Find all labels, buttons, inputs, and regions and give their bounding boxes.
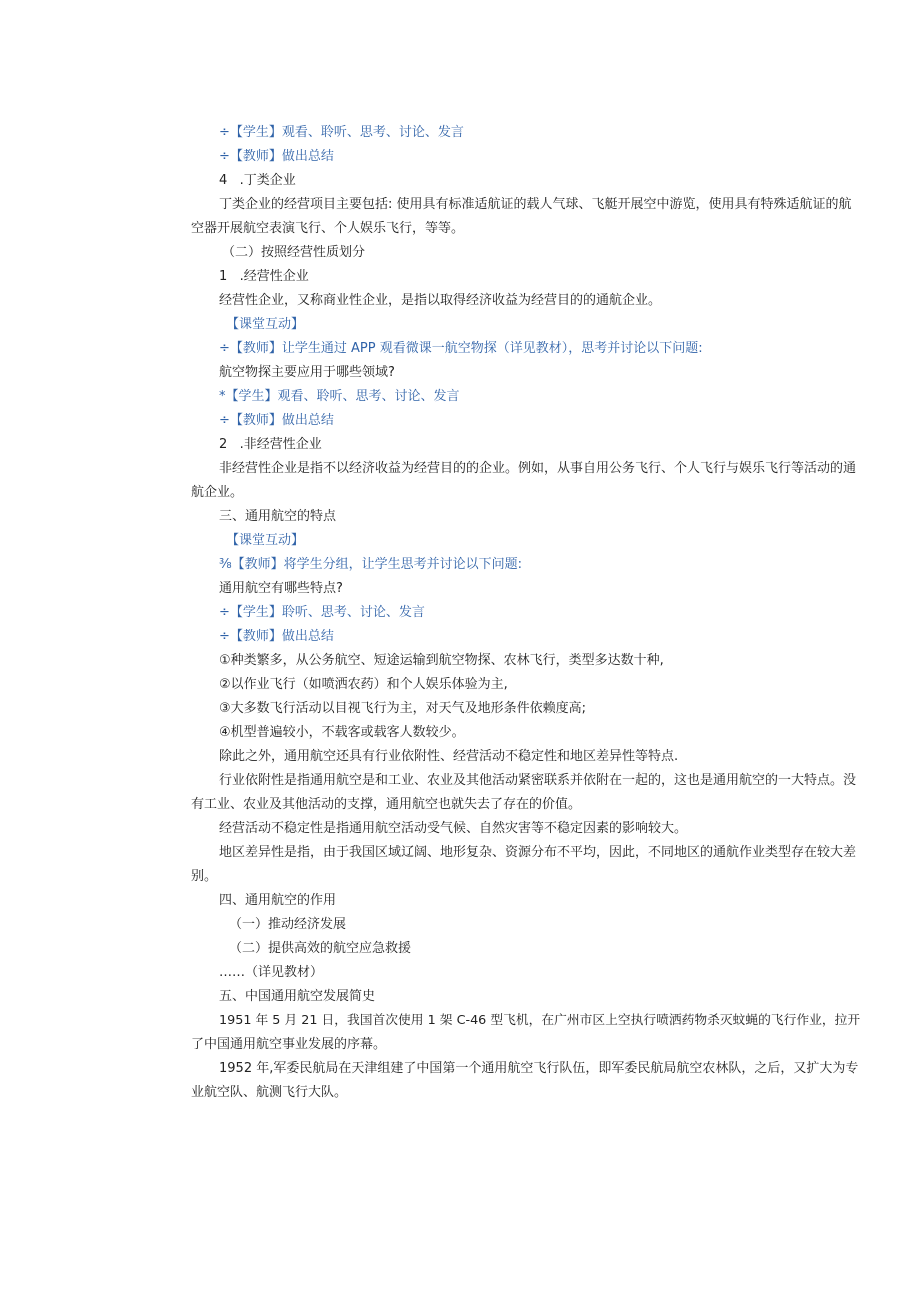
punctuation-mark: , <box>503 677 508 692</box>
student-activity-line: ÷【学生】观看、聆听、思考、讨论、发言 <box>219 125 464 140</box>
punctuation-mark: , <box>659 653 664 668</box>
section-heading: 四、通用航空的作用 <box>219 893 337 908</box>
teacher-summary-line: ÷【教师】做出总结 <box>219 629 334 644</box>
section-heading: 三、通用航空的特点 <box>219 509 337 524</box>
teacher-summary-line: ÷【教师】做出总结 <box>219 413 334 428</box>
student-activity-line: *【学生】观看、聆听、思考、讨论、发言 <box>219 389 460 404</box>
paragraph-line: 别。 <box>191 869 218 884</box>
paragraph-line: 业航空队、航测飞行大队。 <box>191 1085 348 1100</box>
paragraph-line: 1951 年 5 月 21 日，我国首次使用 1 架 C-46 型飞机，在广州市区上空执行喷洒药物杀灭蚊蝇的飞行作业，拉开 <box>219 1013 861 1028</box>
paragraph-line: 经营性企业，又称商业性企业，是指以取得经济收益为经营目的的通航企业。 <box>219 293 662 308</box>
student-activity-line: ÷【学生】聆听、思考、讨论、发言 <box>219 605 425 620</box>
paragraph-line: 航企业。 <box>191 485 244 500</box>
feature-item: ④机型普遍较小，不载客或载客人数较少。 <box>219 725 465 740</box>
paragraph-line: 非经营性企业是指不以经济收益为经营目的的企业。例如，从事自用公务飞行、个人飞行与娱乐飞行等活动的通 <box>219 461 857 476</box>
discussion-question: 航空物探主要应用于哪些领域? <box>219 365 395 380</box>
section-heading: 1 .经营性企业 <box>219 269 309 284</box>
section-heading: （二）按照经营性质划分 <box>222 245 366 260</box>
paragraph-line: 地区差异性是指，由于我国区域辽阔、地形复杂、资源分布不平均，因此，不同地区的通航作业类型存在较大差 <box>219 845 857 860</box>
section-heading: 五、中国通用航空发展简史 <box>219 989 376 1004</box>
paragraph-line: 经营活动不稳定性是指通用航空活动受气候、自然灾害等不稳定因素的影响较大。 <box>219 821 688 836</box>
teacher-instruction-line: ⅜【教师】将学生分组，让学生思考并讨论以下问题: <box>219 557 522 572</box>
classroom-interaction-label: 【课堂互动】 <box>226 317 305 332</box>
paragraph-line: 丁类企业的经营项目主要包括: 使用具有标准适航证的载人气球、飞艇开展空中游览，使用具有特殊适航证的航 <box>219 197 852 212</box>
paragraph-line: 了中国通用航空事业发展的序幕。 <box>191 1037 387 1052</box>
teacher-instruction-line: ÷【教师】让学生通过 APP 观看微课一航空物探（详见教材），思考并讨论以下问题: <box>219 341 703 356</box>
discussion-question: 通用航空有哪些特点? <box>219 581 343 596</box>
feature-item: ①种类繁多，从公务航空、短途运输到航空物探、农林飞行，类型多达数十种, <box>219 653 664 668</box>
feature-item: ②以作业飞行（如喷洒农药）和个人娱乐体验为主, <box>219 677 508 692</box>
section-heading: 4 .丁类企业 <box>219 173 296 188</box>
paragraph-line: ……（详见教材） <box>219 965 324 980</box>
classroom-interaction-label: 【课堂互动】 <box>226 533 305 548</box>
teacher-summary-line: ÷【教师】做出总结 <box>219 149 334 164</box>
feature-item: ③大多数飞行活动以目视飞行为主，对天气及地形条件依赖度高; <box>219 701 587 716</box>
section-heading: （二）提供高效的航空应急救援 <box>229 941 412 956</box>
paragraph-line: 1952 年,军委民航局在天津组建了中国第一个通用航空飞行队伍，即军委民航局航空农林队，之后，又扩大为专 <box>219 1061 859 1076</box>
section-heading: （一）推动经济发展 <box>229 917 347 932</box>
paragraph-line: 除此之外，通用航空还具有行业依附性、经营活动不稳定性和地区差异性等特点. <box>219 749 679 764</box>
paragraph-line: 有工业、农业及其他活动的支撑，通用航空也就失去了存在的价值。 <box>191 797 582 812</box>
section-heading: 2 .非经营性企业 <box>219 437 322 452</box>
paragraph-line: 空器开展航空表演飞行、个人娱乐飞行，等等。 <box>191 221 465 236</box>
paragraph-line: 行业依附性是指通用航空是和工业、农业及其他活动紧密联系并依附在一起的，这也是通用航空的一大特点。没 <box>219 773 857 788</box>
